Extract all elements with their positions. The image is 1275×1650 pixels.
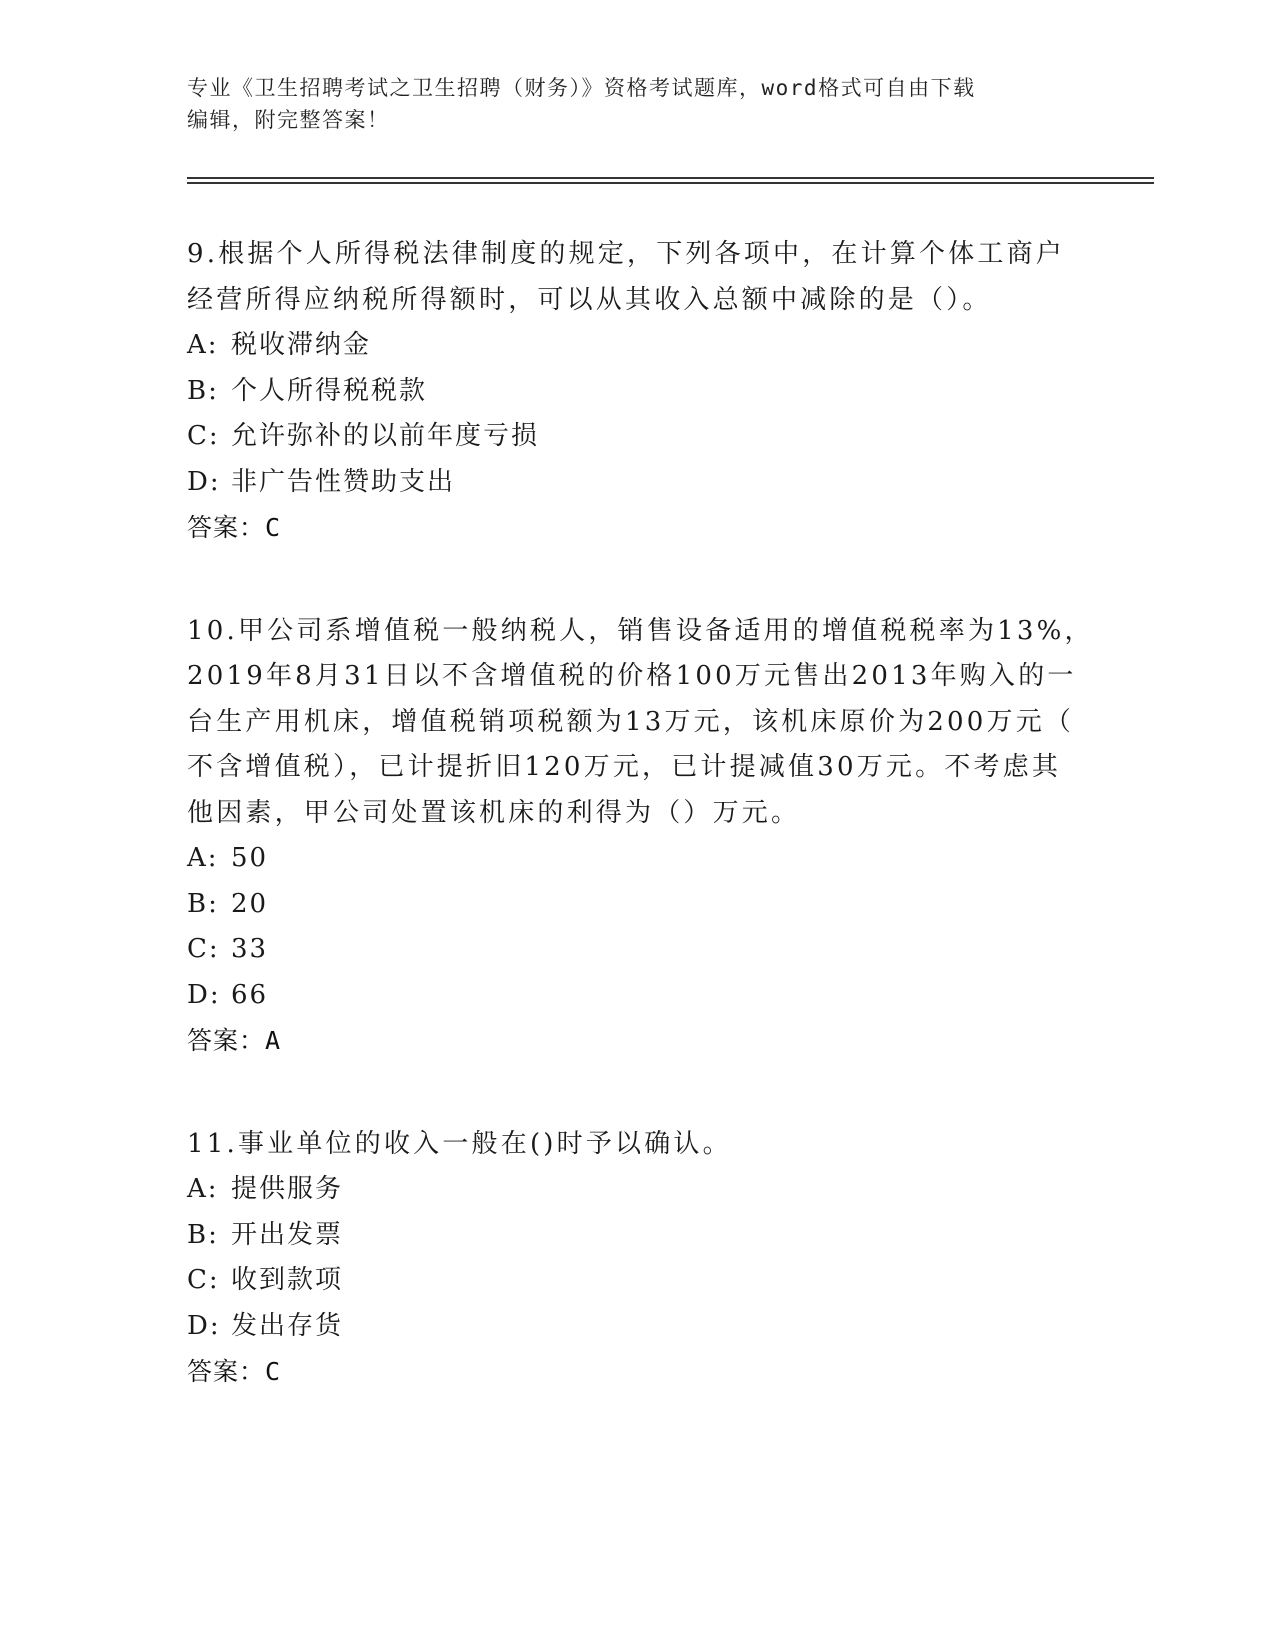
option-key: C: (187, 1265, 220, 1295)
option-text: 收到款项 (231, 1265, 344, 1295)
option-text: 非广告性赞助支出 (231, 466, 456, 497)
option-key: C: (187, 421, 220, 451)
option-key: B: (187, 375, 219, 406)
option-key: A: (187, 1174, 219, 1204)
header-line: 编辑，附完整答案！ (187, 108, 390, 132)
option-key: D: (187, 979, 221, 1010)
stem-line: 台生产用机床，增值税销项税额为13万元，该机床原价为200万元（ (187, 706, 1075, 737)
option-text: 提供服务 (231, 1174, 344, 1204)
option-key: B: (187, 888, 219, 919)
option-c (187, 414, 1087, 460)
question-11 (187, 1122, 1087, 1395)
question-9 (187, 232, 1087, 551)
option-key: D: (187, 466, 221, 497)
option-key: D: (187, 1310, 221, 1341)
option-text: 个人所得税税款 (231, 375, 428, 406)
option-a (187, 1167, 1087, 1213)
option-key: A: (187, 330, 219, 360)
stem-line: 不含增值税），已计提折旧120万元，已计提减值30万元。不考虑其 (187, 752, 1062, 782)
option-key: C: (187, 934, 220, 964)
option-text: 开出发票 (231, 1219, 344, 1250)
option-b (187, 369, 1087, 415)
option-text: 允许弥补的以前年度亏损 (231, 421, 540, 451)
option-text: 50 (231, 843, 269, 873)
question-stem (187, 1122, 1087, 1168)
question-10 (187, 609, 1094, 1064)
header-divider-top (187, 177, 1154, 179)
option-c (187, 1258, 1087, 1304)
option-c (187, 927, 1087, 973)
option-text: 66 (231, 979, 269, 1010)
option-key: A: (187, 843, 219, 873)
option-text: 20 (231, 888, 269, 919)
option-d (187, 1304, 1087, 1350)
answer-line: 答案：C (187, 513, 282, 542)
option-d (187, 973, 1087, 1019)
question-list (187, 232, 1094, 1453)
stem-line: 10.甲公司系增值税一般纳税人，销售设备适用的增值税税率为13%， (187, 615, 1094, 646)
stem-line: 他因素，甲公司处置该机床的利得为（）万元。 (187, 797, 801, 828)
document-header (187, 72, 1067, 136)
question-stem (187, 609, 1094, 837)
header-divider-bottom (187, 182, 1154, 184)
answer-line: 答案：A (187, 1026, 282, 1055)
option-a (187, 323, 1087, 369)
option-d (187, 460, 1087, 506)
answer-line: 答案：C (187, 1357, 282, 1386)
header-line: 专业《卫生招聘考试之卫生招聘（财务）》资格考试题库，word格式可自由下载 (187, 76, 976, 100)
option-b (187, 882, 1087, 928)
option-key: B: (187, 1219, 219, 1250)
question-stem (187, 232, 1087, 323)
option-text: 税收滞纳金 (231, 330, 372, 360)
stem-line: 经营所得应纳税所得额时，可以从其收入总额中减除的是（）。 (187, 284, 992, 315)
stem-line: 11.事业单位的收入一般在()时予以确认。 (187, 1128, 732, 1159)
option-text: 33 (231, 934, 269, 964)
option-a (187, 836, 1087, 882)
option-text: 发出存货 (231, 1310, 344, 1341)
option-b (187, 1213, 1087, 1259)
stem-line: 2019年8月31日以不含增值税的价格100万元售出2013年购入的一 (187, 661, 1077, 691)
stem-line: 9.根据个人所得税法律制度的规定，下列各项中，在计算个体工商户 (187, 239, 1066, 269)
